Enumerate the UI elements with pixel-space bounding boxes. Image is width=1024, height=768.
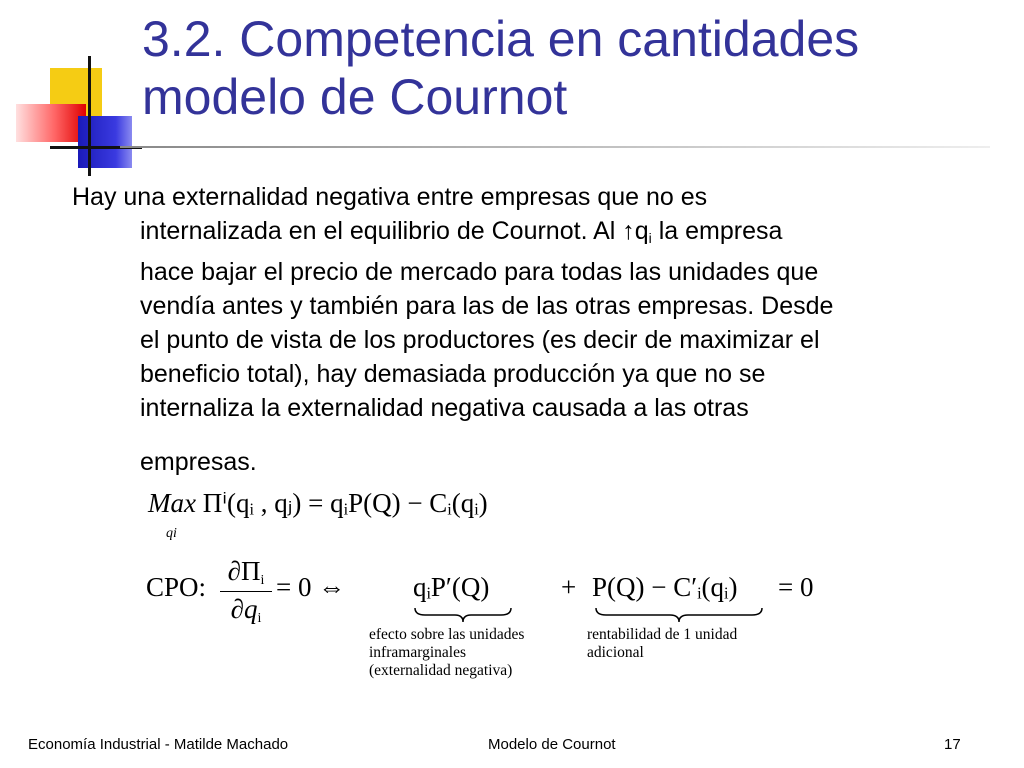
slide-logo <box>0 0 150 190</box>
annotation-left-line-3: (externalidad negativa) <box>369 662 513 679</box>
logo-blue-square <box>78 116 132 168</box>
paragraph-line-2-pre: internalizada en el equilibrio de Cournot. Al ↑q <box>140 217 649 245</box>
slide-title <box>142 10 1002 126</box>
annotation-left-line-2: inframarginales <box>369 644 466 661</box>
footer-topic: Modelo de Cournot <box>488 736 616 753</box>
paragraph-line-3: hace bajar el precio de mercado para todas las unidades que <box>140 258 819 286</box>
cpo-equals-iff: = 0 ⇔ <box>276 572 346 602</box>
paragraph-line-8: empresas. <box>140 448 257 476</box>
cpo-plus-sign: + <box>561 572 577 602</box>
cpo-fraction <box>220 556 272 627</box>
paragraph-line-2-sub: i <box>648 230 652 246</box>
annotation-right-line-1: rentabilidad de 1 unidad <box>587 626 738 643</box>
cpo-fraction-numerator <box>220 556 272 592</box>
footer-author: Economía Industrial - Matilde Machado <box>28 736 289 753</box>
paragraph-line-2-post: la empresa <box>651 217 783 245</box>
paragraph-line-2 <box>72 214 952 255</box>
cpo-term-profitability: P(Q) − C′ᵢ(qᵢ) <box>592 572 738 602</box>
annotation-profitability <box>587 626 737 662</box>
paragraph-line-1: Hay una externalidad negativa entre empresas que no es <box>72 183 708 211</box>
underbrace-left-icon <box>413 606 513 624</box>
title-divider <box>120 146 990 148</box>
equation-max-expression: Πⁱ(qᵢ , qⱼ) = qᵢP(Q) − Cᵢ(qᵢ) <box>202 488 488 518</box>
title-line-2: modelo de Cournot <box>142 69 568 125</box>
paragraph-line-4: vendía antes y también para las de las otras empresas. Desde <box>140 292 834 320</box>
body-paragraph <box>72 180 952 479</box>
footer-page-number: 17 <box>944 736 961 753</box>
annotation-right-line-2: adicional <box>587 644 644 661</box>
numerator-sub: i <box>260 573 265 588</box>
cpo-term-externality: qᵢP′(Q) <box>413 572 490 602</box>
underbrace-right-icon <box>594 606 764 624</box>
paragraph-line-7: internaliza la externalidad negativa causada a las otras <box>140 394 749 422</box>
annotation-externality <box>369 626 524 680</box>
logo-vertical-line <box>88 56 91 176</box>
equation-max-label: Max <box>148 488 196 518</box>
paragraph-line-5: el punto de vista de los productores (es decir de maximizar el <box>140 326 820 354</box>
numerator-text: ∂Π <box>227 556 261 586</box>
paragraph-line-6: beneficio total), hay demasiada producción ya que no se <box>140 360 766 388</box>
equation-max-subscript: qi <box>166 526 177 541</box>
title-line-1: 3.2. Competencia en cantidades <box>142 11 860 67</box>
logo-red-square <box>16 104 86 142</box>
cpo-fraction-denominator <box>220 592 272 627</box>
cpo-label: CPO: <box>146 572 207 602</box>
denominator-text: ∂q <box>230 594 258 624</box>
annotation-left-line-1: efecto sobre las unidades <box>369 626 525 643</box>
denominator-sub: i <box>257 611 262 626</box>
cpo-equals-zero: = 0 <box>778 572 814 602</box>
equation-max-profit <box>148 488 488 519</box>
